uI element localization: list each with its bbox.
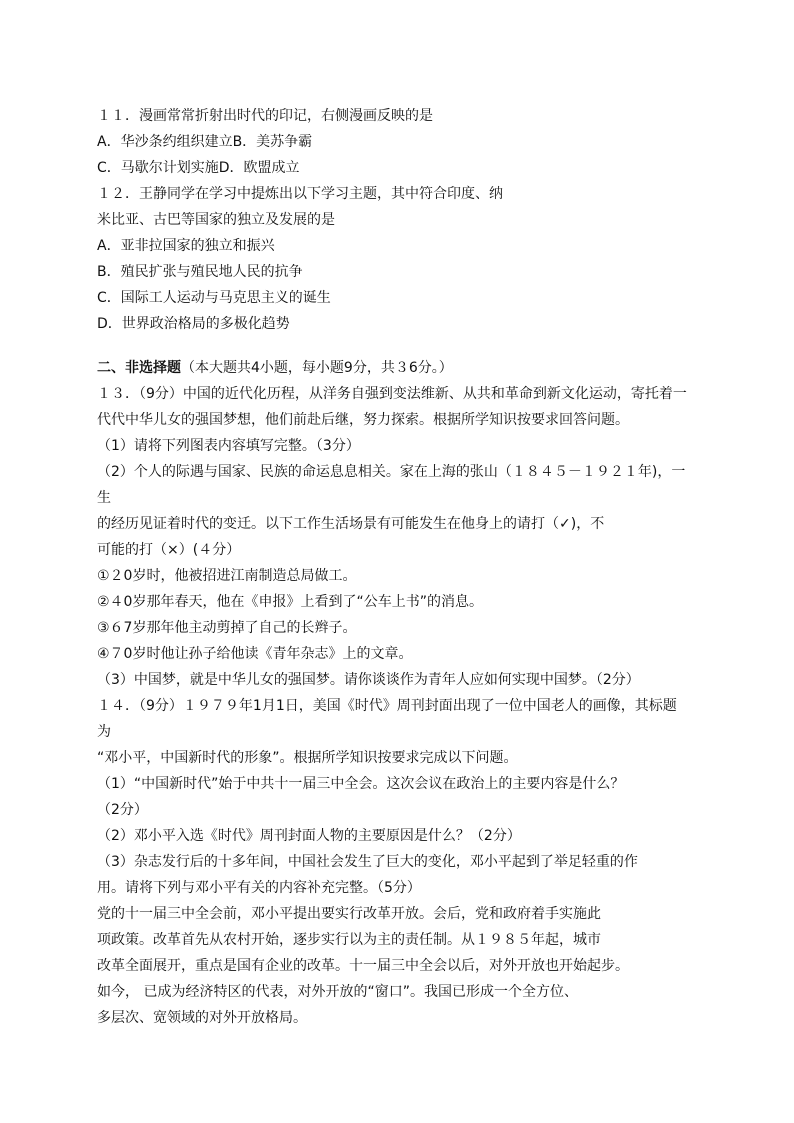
question-13-scenario-3: ③６7岁那年他主动剪掉了自己的长辫子。 [97,620,357,636]
question-14-part1-line2: （2分） [97,802,148,818]
question-13-part2-line2: 生 [97,490,111,506]
section-gap [97,337,707,355]
question-13-intro-line1: １３．（9分）中国的近代化历程，从洋务自强到变法维新、从共和革命到新文化运动，寄托着一 [97,386,687,402]
question-14-passage-line5: 多层次、宽领域的对外开放格局。 [97,1010,307,1026]
question-13-intro-line2: 代代中华儿女的强国梦想，他们前赴后继，努力探索。根据所学知识按要求回答问题。 [97,412,629,428]
question-11-options-ab: A．华沙条约组织建立B．美苏争霸 [97,134,313,150]
question-12-option-b: B．殖民扩张与殖民地人民的抗争 [97,264,303,280]
multiple-choice-section [97,103,707,337]
question-12-option-c: C．国际工人运动与马克思主义的诞生 [97,290,331,306]
question-12-option-a: A．亚非拉国家的独立和振兴 [97,238,275,254]
question-12-option-d: D．世界政治格局的多极化趋势 [97,316,290,332]
question-13-part2-line1: （2）个人的际遇与国家、民族的命运息息相关。家在上海的张山（１８４５－１９２１年)，一 [97,464,686,480]
question-14-part2: （2）邓小平入选《时代》周刊封面人物的主要原因是什么？（2分） [97,828,521,844]
section-heading-title: 二、非选择题 [97,360,181,376]
question-14-part3-line2: 用。请将下列与邓小平有关的内容补充完整。（5分） [97,880,421,896]
question-13-part3: （3）中国梦，就是中华儿女的强国梦。请你谈谈作为青年人应如何实现中国梦。（2分） [97,672,640,688]
document-content [97,103,707,1031]
question-11-stem: １１．漫画常常折射出时代的印记，右侧漫画反映的是 [97,108,433,124]
question-13-scenario-1: ①２0岁时，他被招进江南制造总局做工。 [97,568,357,584]
question-13-part1: （1）请将下列图表内容填写完整。（3分） [97,438,360,454]
section-heading [97,355,707,381]
question-13-scenario-2: ②４0岁那年春天，他在《申报》上看到了“公车上书”的消息。 [97,594,483,610]
question-13-scenario-4: ④７0岁时他让孙子给他读《青年杂志》上的文章。 [97,646,413,662]
question-14-part3-line1: （3）杂志发行后的十多年间，中国社会发生了巨大的变化，邓小平起到了举足轻重的作 [97,854,638,870]
question-13-part2-line3: 的经历见证着时代的变迁。以下工作生活场景有可能发生在他身上的请打（✓)，不 [97,516,605,532]
question-14-part1-line1: （1）“中国新时代”始于中共十一届三中全会。这次会议在政治上的主要内容是什么？ [97,776,625,792]
question-14-intro-line2: 为 [97,724,111,740]
question-13-part2-line4: 可能的打（×）(４分） [97,542,241,558]
question-12-stem-line1: １２．王静同学在学习中提炼出以下学习主题，其中符合印度、纳 [97,186,503,202]
question-14-intro-line3: “邓小平，中国新时代的形象”。根据所学知识按要求完成以下问题。 [97,750,518,766]
section-heading-note: （本大题共4小题，每小题9分，共３6分。） [181,360,453,376]
question-14-passage-line3: 改革全面展开，重点是国有企业的改革。十一届三中全会以后，对外开放也开始起步。 [97,958,629,974]
question-14-passage-line4: 如今， 已成为经济特区的代表，对外开放的“窗口”。我国已形成一个全方位、 [97,984,578,1000]
question-14-passage-line2: 项政策。改革首先从农村开始，逐步实行以为主的责任制。从１９８５年起，城市 [97,932,601,948]
non-multiple-choice-section [97,355,707,1031]
question-14-passage-line1: 党的十一届三中全会前，邓小平提出要实行改革开放。会后，党和政府着手实施此 [97,906,601,922]
question-14-intro-line1: １４．（9分）１９７９年1月1日，美国《时代》周刊封面出现了一位中国老人的画像，其标题 [97,698,677,714]
question-11-options-cd: C．马歇尔计划实施D．欧盟成立 [97,160,300,176]
question-12-stem-line2: 米比亚、古巴等国家的独立及发展的是 [97,212,335,228]
